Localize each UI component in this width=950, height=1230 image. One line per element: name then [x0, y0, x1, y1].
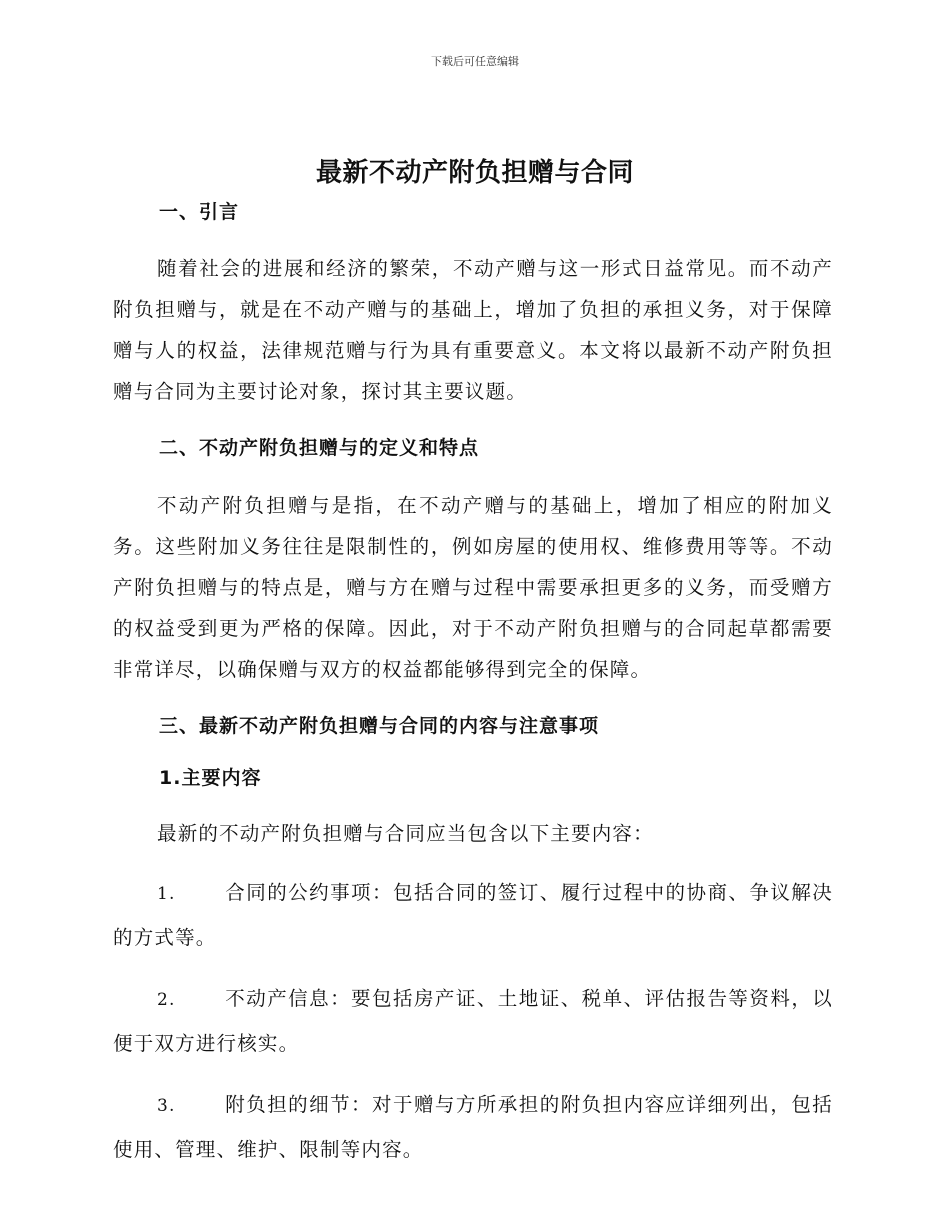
list-item: [113, 977, 833, 1066]
list-item-text: 附负担的细节：对于赠与方所承担的附负担内容应详细列出，包括使用、管理、维护、限制等内容。: [113, 1093, 833, 1161]
introduction-paragraph: 随着社会的进展和经济的繁荣，不动产赠与这一形式日益常见。而不动产附负担赠与，就是在不动产赠与的基础上，增加了负担的承担义务，对于保障赠与人的权益，法律规范赠与行为具有重要意义。本文将以最新不动产附负担赠与合同为主要讨论对象，探讨其主要议题。: [113, 257, 833, 403]
document-body: [113, 196, 833, 1172]
page-header: 下载后可任意编辑: [431, 55, 519, 68]
document-title: 最新不动产附负担赠与合同: [315, 158, 634, 188]
section-heading-definition: 二、不动产附负担赠与的定义和特点: [159, 437, 480, 459]
list-item-number: 3.: [157, 1096, 176, 1116]
list-item-text: 合同的公约事项：包括合同的签订、履行过程中的协商、争议解决的方式等。: [113, 881, 833, 949]
section-heading-introduction: 一、引言: [159, 201, 240, 223]
definition-paragraph: 不动产附负担赠与是指，在不动产赠与的基础上，增加了相应的附加义务。这些附加义务往往是限制性的，例如房屋的使用权、维修费用等等。不动产附负担赠与的特点是，赠与方在赠与过程中需要承担更多的义务，而受赠方的权益受到更为严格的保障。因此，对于不动产附负担赠与的合同起草都需要非常详尽，以确保赠与双方的权益都能够得到完全的保障。: [113, 494, 833, 681]
subheading-main-content: 1.主要内容: [159, 767, 262, 789]
list-item-text: 不动产信息：要包括房产证、土地证、税单、评估报告等资料，以便于双方进行核实。: [113, 987, 833, 1055]
list-item-number: 1.: [157, 884, 176, 904]
contents-intro-paragraph: 最新的不动产附负担赠与合同应当包含以下主要内容：: [157, 822, 654, 845]
list-item: [113, 1083, 833, 1172]
list-item: [113, 871, 833, 960]
list-item-number: 2.: [157, 990, 176, 1010]
section-heading-contents: 三、最新不动产附负担赠与合同的内容与注意事项: [159, 715, 600, 737]
